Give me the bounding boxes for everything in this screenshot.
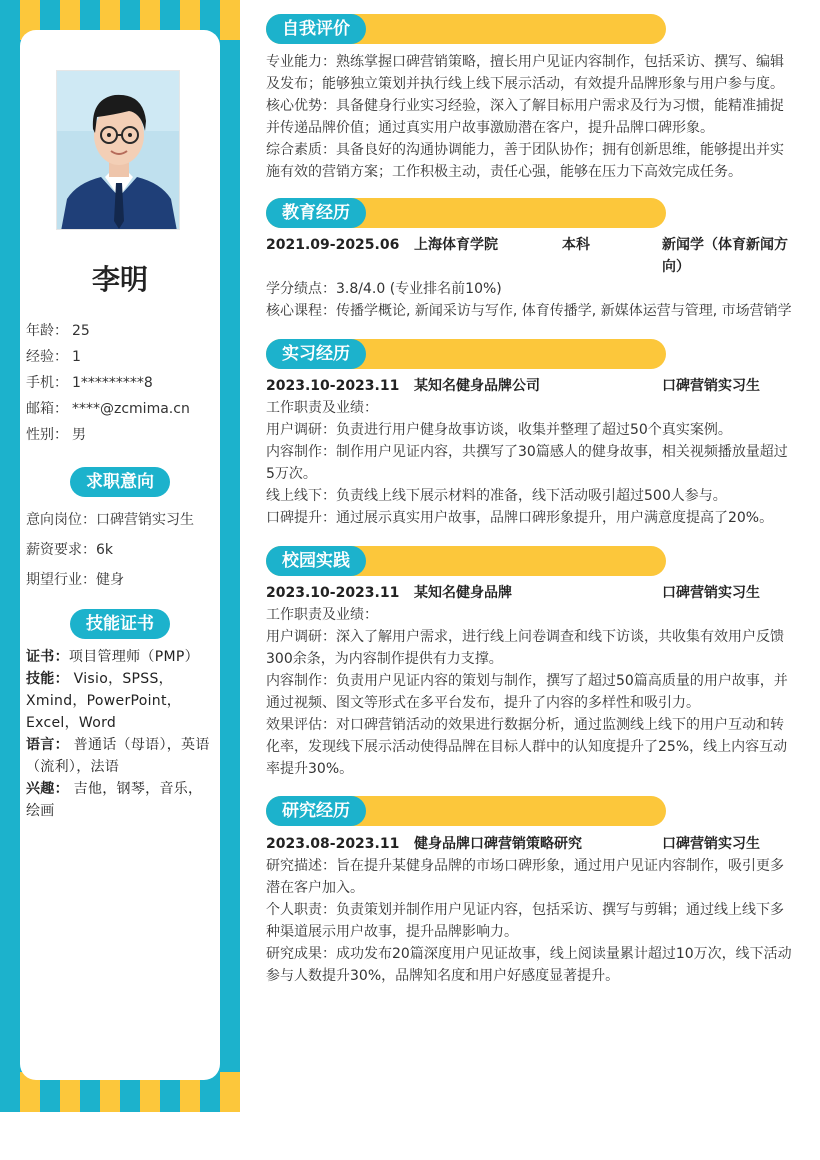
research-role: 口碑营销实习生 <box>662 836 760 852</box>
intent-item: 薪资要求：6k <box>26 542 114 558</box>
research-heading: 研究经历 <box>266 796 666 826</box>
campus-line: 工作职责及业绩： <box>266 607 378 623</box>
internship-heading: 实习经历 <box>266 339 666 369</box>
internship-section <box>266 375 796 529</box>
profile-info <box>26 318 216 448</box>
education-header-row <box>266 234 796 278</box>
internship-org: 某知名健身品牌公司 <box>414 378 540 394</box>
internship-line: 口碑提升：通过展示真实用户故事，品牌口碑形象提升，用户满意度提高了20%。 <box>266 510 774 526</box>
info-row: 手机： 1*********8 <box>26 375 153 391</box>
intent-list <box>26 505 218 595</box>
profile-photo <box>56 70 180 230</box>
skills-heading: 技能证书 <box>70 609 170 639</box>
skill-item: 兴趣： 吉他，钢琴，音乐，绘画 <box>26 781 203 819</box>
campus-role: 口碑营销实习生 <box>662 585 760 601</box>
campus-heading: 校园实践 <box>266 546 666 576</box>
education-major: 新闻学（体育新闻方向） <box>662 237 788 275</box>
skill-item: 语言： 普通话（母语），英语（流利），法语 <box>26 737 210 775</box>
education-heading: 教育经历 <box>266 198 666 228</box>
research-line: 研究描述：旨在提升某健身品牌的市场口碑形象，通过用户见证内容制作，吸引更多潜在客户加入。 <box>266 858 784 896</box>
internship-period: 2023.10-2023.11 <box>266 378 400 394</box>
campus-section <box>266 582 796 780</box>
internship-line: 工作职责及业绩： <box>266 400 378 416</box>
campus-line: 内容制作：负责用户见证内容的策划与制作，撰写了超过50篇高质量的用户故事，并通过视频、图文等形式在多平台发布，提升了内容的多样性和吸引力。 <box>266 673 788 711</box>
skill-item: 证书：项目管理师（PMP） <box>26 649 199 665</box>
self-eval-paragraph: 专业能力：熟练掌握口碑营销策略，擅长用户见证内容制作，包括采访、撰写、编辑及发布；能够独立策划并执行线上线下展示活动，有效提升品牌形象与用户参与度。 <box>266 54 784 92</box>
self-eval-paragraph: 核心优势：具备健身行业实习经验，深入了解目标用户需求及行为习惯，能精准捕捉并传递品牌价值；通过真实用户故事激励潜在客户，提升品牌口碑形象。 <box>266 98 784 136</box>
campus-period: 2023.10-2023.11 <box>266 585 400 601</box>
research-header-row <box>266 833 796 855</box>
education-period: 2021.09-2025.06 <box>266 237 400 253</box>
education-line: 学分绩点：3.8/4.0 (专业排名前10%) <box>266 281 502 297</box>
info-row: 经验： 1 <box>26 349 81 365</box>
campus-line: 用户调研：深入了解用户需求，进行线上问卷调查和线下访谈，共收集有效用户反馈300余条，为内容制作提供有力支撑。 <box>266 629 784 667</box>
research-section <box>266 833 796 987</box>
internship-line: 内容制作：制作用户见证内容，共撰写了30篇感人的健身故事，相关视频播放量超过5万次。 <box>266 444 788 482</box>
research-line: 研究成果：成功发布20篇深度用户见证故事，线上阅读量累计超过10万次，线下活动参与人数提升30%，品牌知名度和用户好感度显著提升。 <box>266 946 792 984</box>
internship-line: 线上线下：负责线上线下展示材料的准备，线下活动吸引超过500人参与。 <box>266 488 727 504</box>
self-eval-paragraph: 综合素质：具备良好的沟通协调能力，善于团队协作；拥有创新思维，能够提出并实施有效的营销方案；工作积极主动，责任心强，能够在压力下高效完成任务。 <box>266 142 784 180</box>
research-line: 个人职责：负责策划并制作用户见证内容，包括采访、撰写与剪辑；通过线上线下多种渠道展示用户故事，提升品牌影响力。 <box>266 902 784 940</box>
profile-name: 李明 <box>91 263 148 296</box>
intent-item: 意向岗位：口碑营销实习生 <box>26 512 194 528</box>
skills-list <box>26 646 216 822</box>
campus-line: 效果评估：对口碑营销活动的效果进行数据分析，通过监测线上线下的用户互动和转化率，发现线下展示活动使得品牌在目标人群中的认知度提升了25%，线上内容互动率提升30%。 <box>266 717 788 777</box>
campus-org: 某知名健身品牌 <box>414 585 512 601</box>
self-eval-heading: 自我评价 <box>266 14 666 44</box>
info-row: 邮箱： ****@zcmima.cn <box>26 401 190 417</box>
research-topic: 健身品牌口碑营销策略研究 <box>414 836 582 852</box>
internship-header-row <box>266 375 796 397</box>
education-school: 上海体育学院 <box>414 237 498 253</box>
internship-line: 用户调研：负责进行用户健身故事访谈，收集并整理了超过50个真实案例。 <box>266 422 732 438</box>
intent-item: 期望行业：健身 <box>26 572 124 588</box>
intent-heading: 求职意向 <box>70 467 170 497</box>
education-degree: 本科 <box>562 237 590 253</box>
education-line: 核心课程：传播学概论, 新闻采访与写作, 体育传播学, 新媒体运营与管理, 市场营销学 <box>266 303 792 319</box>
education-section <box>266 234 796 322</box>
info-row: 性别： 男 <box>26 427 86 443</box>
info-row: 年龄： 25 <box>26 323 90 339</box>
research-period: 2023.08-2023.11 <box>266 836 400 852</box>
self-eval-section <box>266 51 796 183</box>
skill-item: 技能： Visio，SPSS，Xmind，PowerPoint，Excel，Word <box>26 671 182 731</box>
campus-header-row <box>266 582 796 604</box>
internship-role: 口碑营销实习生 <box>662 378 760 394</box>
